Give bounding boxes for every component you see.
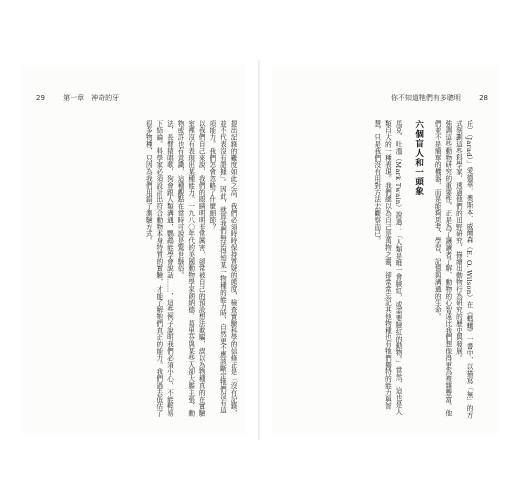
right-page-number: 28 bbox=[479, 94, 488, 102]
left-page-header bbox=[36, 92, 119, 104]
right-page-body bbox=[284, 120, 474, 420]
left-paragraph: 法，長臂猿唱歌，狗會跟人類溝通，鸚鵡能學會說話……，這些例子說明我們必須小心，不能輕易下結論。科學家必須設計出符合動物本身特質的實驗，才能了解牠們真正的能力。我們過去低估了很多物種，只因為我們用錯了測驗方式。 bbox=[144, 120, 174, 417]
left-page-body bbox=[40, 120, 238, 420]
left-chapter-title: 第一章 神奇的牙 bbox=[63, 94, 120, 102]
right-running-title: 你不知道牠們有多聰明 bbox=[390, 94, 461, 102]
left-page-number: 29 bbox=[36, 94, 45, 102]
left-paragraph: 提出記錄的難度如此之高，我們必須時時保持質疑的態度，檢查實驗科學的信條正是「沒有記錄，並不代表沒有證據」。因此，就算我們無法得知某一物種的能力時，自然更不應該斷定牠們沒有這項能力。我們怎會忽略了什麼細節？ bbox=[207, 120, 237, 417]
right-page-header bbox=[391, 92, 488, 104]
book-gutter bbox=[258, 60, 260, 440]
section-heading: 六個盲人和一頭象 bbox=[413, 120, 424, 196]
right-paragraph: 強調這些動物研究的重要性，正是為了讓讀者了解，動物的心智遠比我們想像得更為複雜豐富。他們並不是簡單的機器，而是能夠思考、學習、記憶與溝通的生命。 bbox=[433, 120, 452, 417]
left-paragraph: 以我們自己來說，我們的眼睛明明非常厲害，卻常被自己的預設想法欺騙，誤以為物種真的在實驗室裡沒有表現出某種能力。一九八〇年代的美國動物學家朗納德．葛里芬與某些人卻大膽主張，動物或許也有意識，這種觀點在當時可說是驚世駭俗。 bbox=[176, 120, 206, 417]
right-paragraph: 馬克．吐溫（Mark Twain）說過：「人類是唯一會臉紅，或需要臉紅的動物。」當然，這也是人類自大的一種表現。我們總以為自己是萬物之靈，卻常常忘記其他物種也有牠們獨特的能力與智慧，只是我們沒有用對方法去觀察而已。 bbox=[372, 120, 403, 416]
right-paragraph: 丘）（Jarad）」愛德華．奧斯本．威爾森（E. O. Wilson）在《螞蟻》一書中，以描寫「無」的方式刻劃這些科學家，透過他們的田野研究，描繪出動物行為研究的歷史與發展。 bbox=[454, 120, 473, 419]
